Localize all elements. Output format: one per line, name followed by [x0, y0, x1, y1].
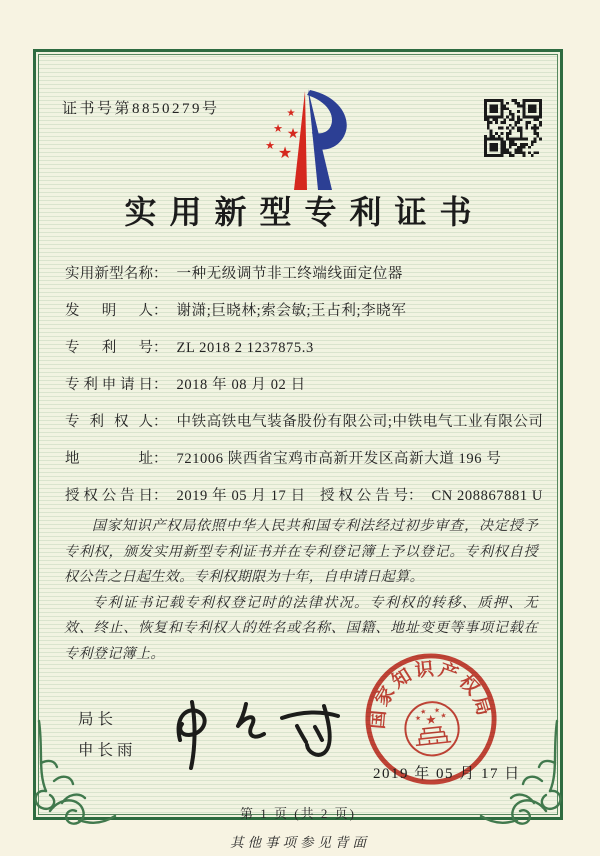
grant-no-label: 授权公告号 — [319, 488, 408, 504]
field-value: 一种无级调节非工终端线面定位器 — [176, 266, 403, 282]
legal-paragraph-2: 专利证书记载专利权登记时的法律状况。专利权的转移、质押、无效、终止、恢复和专利权人的姓名或名称、国籍、地址变更等事项记载在专利登记簿上。 — [64, 595, 538, 662]
field-value: 2018 年 08 月 02 日 — [176, 377, 306, 393]
svg-text:★: ★ — [286, 126, 300, 142]
field-row-grant — [65, 484, 543, 506]
certificate-title: 实用新型专利证书 — [124, 194, 485, 230]
field-row-filing-date — [65, 373, 543, 395]
field-value: ZL 2018 2 1237875.3 — [176, 340, 314, 356]
field-label: 专利号 — [65, 340, 153, 356]
field-colon: ： — [153, 340, 168, 356]
seal-date: 2019 年 05 月 17 日 — [373, 766, 521, 782]
grant-date-value: 2019 年 05 月 17 日 — [176, 488, 306, 504]
grant-no-value: CN 208867881 U — [431, 488, 543, 504]
legal-text — [64, 514, 538, 667]
certificate-number: 证书号第8850279号 — [62, 101, 220, 117]
field-colon: ： — [153, 451, 168, 467]
svg-text:★: ★ — [286, 108, 296, 119]
field-label: 地址 — [65, 451, 153, 467]
certificate-frame — [33, 49, 563, 820]
page-number: 第 1 页 (共 2 页) — [240, 806, 356, 821]
field-colon: ： — [153, 414, 168, 430]
seal-national-emblem — [403, 700, 462, 759]
field-value: 721006 陕西省宝鸡市高新开发区高新大道 196 号 — [176, 451, 502, 467]
field-row-patentee — [65, 410, 543, 432]
field-colon: ： — [153, 266, 168, 282]
grant-date-label: 授权公告日 — [65, 488, 153, 504]
field-label: 专利权人 — [65, 414, 153, 430]
corner-flourish-left — [29, 719, 117, 825]
field-label: 发明人 — [65, 303, 153, 319]
svg-text:★: ★ — [424, 712, 438, 729]
field-label: 专利申请日 — [65, 377, 153, 393]
field-row-patent-no — [65, 336, 543, 358]
footer-note: 其他事项参见背面 — [230, 835, 370, 850]
field-value: 谢潇;巨晓林;索会敏;王占利;李晓军 — [176, 303, 407, 319]
director-signature — [154, 688, 354, 786]
field-colon: ： — [153, 303, 168, 319]
field-colon: ： — [407, 488, 423, 504]
legal-paragraph-1: 国家知识产权局依照中华人民共和国专利法经过初步审查，决定授予专利权，颁发实用新型专利证书并在专利登记簿上予以登记。专利权自授权公告之日起生效。专利权期限为十年，自申请日起算。 — [64, 519, 538, 585]
director-name: 申长雨 — [78, 742, 137, 759]
field-colon: ： — [153, 377, 168, 393]
field-label: 实用新型名称 — [65, 266, 153, 282]
svg-text:★: ★ — [265, 139, 275, 152]
field-colon: ： — [153, 488, 168, 504]
field-value: 中铁高铁电气装备股份有限公司;中铁电气工业有限公司 — [176, 414, 544, 430]
svg-text:★: ★ — [440, 711, 448, 720]
corner-flourish-right — [479, 719, 567, 825]
svg-text:★: ★ — [273, 122, 283, 135]
svg-text:★: ★ — [277, 143, 293, 162]
svg-text:★: ★ — [433, 706, 441, 715]
field-row-name — [65, 262, 543, 284]
svg-text:★: ★ — [414, 714, 422, 723]
svg-text:★: ★ — [419, 707, 427, 717]
field-list — [65, 262, 543, 521]
cnipa-logo-icon — [260, 86, 352, 194]
field-row-inventors — [65, 299, 543, 321]
director-title: 局长 — [78, 711, 118, 728]
field-row-address — [65, 447, 543, 469]
logo-stars — [265, 108, 299, 162]
qr-code — [484, 99, 542, 157]
seal-ring-text: 国家知识产权局 — [367, 658, 496, 730]
